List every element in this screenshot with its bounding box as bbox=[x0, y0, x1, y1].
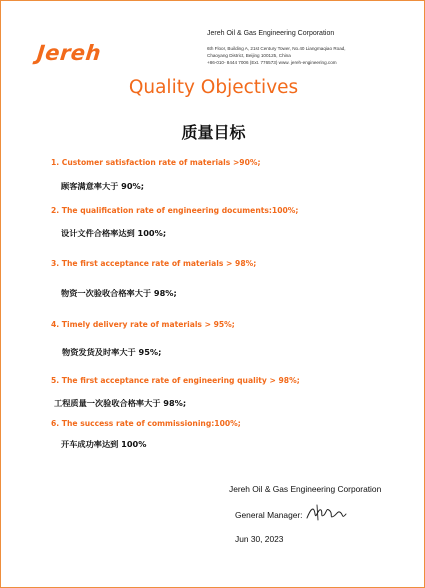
signature-image bbox=[305, 502, 351, 524]
address-line: 6th Floor, Building A, 21st Century Tower, No.40 Liangmaqiao Road, bbox=[207, 46, 346, 51]
letterhead-company: Jereh Oil & Gas Engineering Corporation bbox=[207, 30, 335, 37]
objective-en-5: 5. The first acceptance rate of engineering quality > 98%; bbox=[51, 376, 300, 385]
objective-en-4: 4. Timely delivery rate of materials > 95%; bbox=[51, 320, 235, 329]
objective-cn-5: 工程质量一次验收合格率大于 98%; bbox=[54, 398, 187, 408]
company-logo: Jereh bbox=[35, 41, 103, 65]
page-title: Quality Objectives bbox=[128, 77, 299, 98]
objective-en-1: 1. Customer satisfaction rate of materials >90%; bbox=[51, 158, 261, 167]
page-title-cn: 质量目标 bbox=[181, 123, 246, 142]
address-line: Chaoyang District, Beijing 100125, China bbox=[207, 53, 291, 58]
objective-en-6: 6. The success rate of commissioning:100%; bbox=[51, 419, 241, 428]
objective-en-3: 3. The first acceptance rate of materials > 98%; bbox=[51, 259, 257, 268]
letterhead-address bbox=[207, 45, 407, 66]
objective-cn-4: 物资发货及时率大于 95%; bbox=[62, 347, 162, 357]
objective-en-2: 2. The qualification rate of engineering documents:100%; bbox=[51, 206, 299, 215]
objective-cn-2: 设计文件合格率达到 100%; bbox=[61, 228, 167, 238]
objective-cn-1: 顾客满意率大于 90%; bbox=[61, 181, 145, 191]
objective-cn-6: 开车成功率达到 100% bbox=[61, 439, 147, 449]
objective-cn-3: 物资一次验收合格率大于 98%; bbox=[61, 288, 177, 298]
footer-company: Jereh Oil & Gas Engineering Corporation bbox=[229, 484, 382, 494]
address-line: +86-010- 8444 7006 (Ext. 776573) www. jereh-engineering.com bbox=[207, 60, 337, 65]
signature-date: Jun 30, 2023 bbox=[235, 534, 284, 544]
general-manager-label: General Manager: bbox=[235, 510, 303, 520]
